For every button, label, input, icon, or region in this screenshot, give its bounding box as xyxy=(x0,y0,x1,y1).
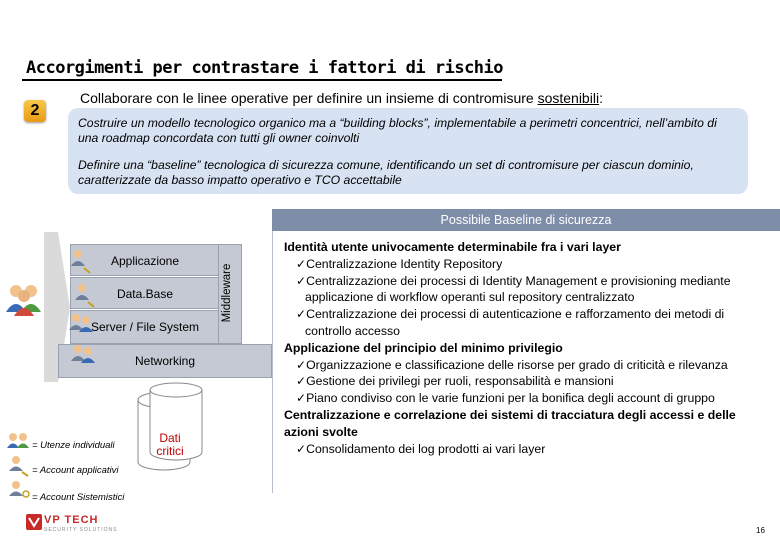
baseline-item-text: Organizzazione e classificazione delle risorse per grado di criticità e rilevanza xyxy=(306,357,728,372)
page-title: Accorgimenti per contrastare i fattori di rischio xyxy=(26,58,504,78)
sys-legend-icon xyxy=(8,480,34,502)
footer-logo-text: VP TECH xyxy=(44,514,99,526)
baseline-content xyxy=(284,239,768,457)
baseline-item-text: Centralizzazione dei processi di Identity Management e provisioning mediante applicazione di workflow operanti sul repository centralizzato xyxy=(305,273,731,305)
baseline-item xyxy=(284,441,768,458)
checkmark-icon: ✓ xyxy=(296,441,307,456)
baseline-header: Possibile Baseline di sicurezza xyxy=(272,209,780,231)
baseline-item-text: Piano condiviso con le varie funzioni per la bonifica degli account di gruppo xyxy=(306,391,715,406)
baseline-item xyxy=(284,390,768,407)
subtitle-prefix: Collaborare con le linee operative per definire un insieme di contromisure xyxy=(80,90,538,106)
legend-users: = Utenze individuali xyxy=(32,440,115,451)
app-legend-icon xyxy=(8,455,34,477)
network-account-icon xyxy=(70,343,100,367)
legend-app-accounts: = Account applicativi xyxy=(32,465,119,476)
server-account-icon xyxy=(68,312,98,338)
layer-application xyxy=(70,244,220,276)
baseline-item xyxy=(284,306,768,340)
checkmark-icon: ✓ xyxy=(296,357,307,372)
subtitle xyxy=(80,90,603,106)
baseline-item-text: Centralizzazione Identity Repository xyxy=(306,256,503,271)
baseline-item-text: Gestione dei privilegi per ruoli, responsabilità e mansioni xyxy=(306,374,614,389)
baseline-section-title: Identità utente univocamente determinabile fra i vari layer xyxy=(284,240,621,254)
checkmark-icon: ✓ xyxy=(296,374,307,389)
info-item-baseline: Definire una “baseline” tecnologica di sicurezza comune, identificando un set di contromisure per ciascun dominio, caratterizzate da basso impatto operativo e TCO accettabile xyxy=(78,158,694,187)
baseline-section-title: Centralizzazione e correlazione dei sistemi di tracciatura degli accessi e delle azioni svolte xyxy=(284,407,736,439)
info-item-building-blocks: Costruire un modello tecnologico organico ma a “building blocks”, implementabile a perimetri concentrici, nell’ambito di una roadmap concordata con tutti gli owner coinvolti xyxy=(78,116,717,145)
baseline-section-title: Applicazione del principio del minimo privilegio xyxy=(284,340,563,355)
layer-middleware xyxy=(218,244,242,344)
vp-tech-logo-icon xyxy=(26,514,42,530)
critical-data-label: Dati critici xyxy=(156,431,184,458)
layer-networking-label: Networking xyxy=(134,354,196,368)
step-badge: 2 xyxy=(24,100,46,122)
baseline-item-text: Centralizzazione dei processi di autenticazione e rafforzamento dei metodi di controllo accesso xyxy=(305,307,725,338)
subtitle-emphasis: sostenibili xyxy=(537,90,600,106)
layer-middleware-label: Middleware xyxy=(221,263,233,323)
legend-sys-accounts: = Account Sistemistici xyxy=(32,492,125,503)
baseline-item-text: Consolidamento dei log prodotti ai vari layer xyxy=(306,441,546,456)
layer-server-label: Server / File System xyxy=(90,320,200,334)
app-account-icon xyxy=(70,248,92,274)
checkmark-icon: ✓ xyxy=(296,391,307,406)
database-cylinder-icon xyxy=(124,382,216,474)
footer-logo-subtitle: SECURITY SOLUTIONS xyxy=(44,527,118,533)
layer-database-label: Data.Base xyxy=(116,287,174,301)
user-legend-icon xyxy=(6,432,32,452)
checkmark-icon: ✓ xyxy=(296,307,307,322)
title-divider xyxy=(22,79,502,81)
page-number: 16 xyxy=(756,526,765,535)
baseline-item xyxy=(284,273,768,307)
db-account-icon xyxy=(74,282,96,308)
checkmark-icon: ✓ xyxy=(296,256,307,271)
baseline-item xyxy=(284,357,768,374)
checkmark-icon: ✓ xyxy=(296,273,307,288)
subtitle-suffix: : xyxy=(599,90,603,106)
baseline-item xyxy=(284,256,768,273)
baseline-item xyxy=(284,373,768,390)
user-group-icon xyxy=(4,282,44,316)
layer-application-label: Applicazione xyxy=(110,254,180,268)
